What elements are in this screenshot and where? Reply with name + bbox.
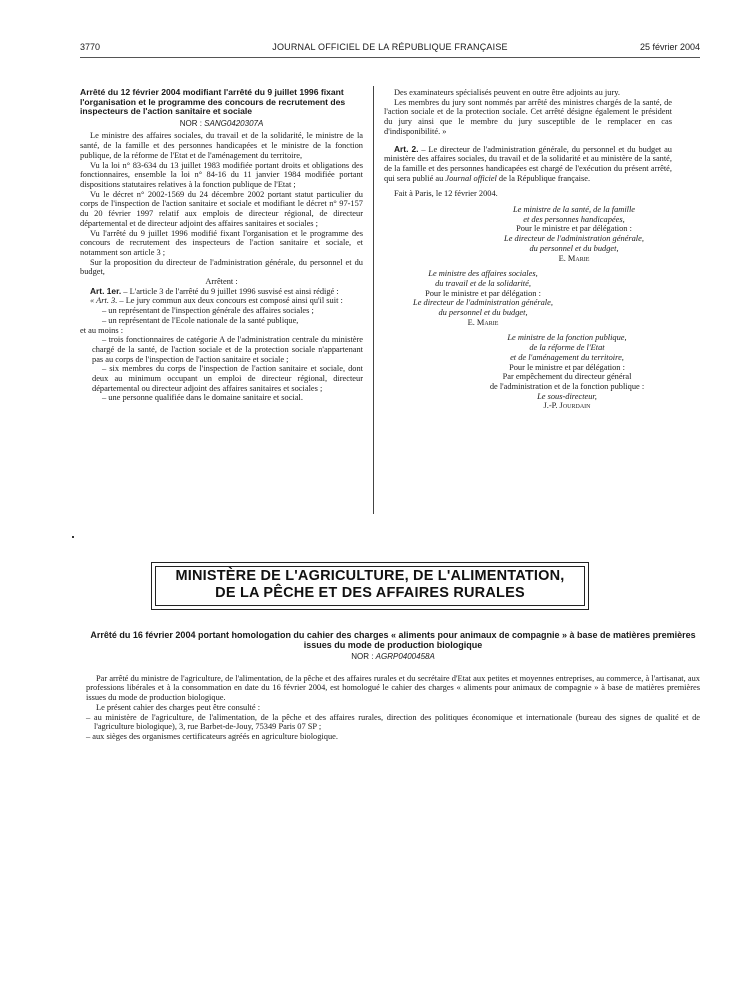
sig-empechement: de l'administration et de la fonction publique : — [489, 381, 645, 391]
paragraph: Par arrêté du ministre de l'agriculture, de l'alimentation, de la pêche et des affaires rurales et du secrétaire d'Etat aux petites et moyennes entreprises, au commerce, à l'artisanat, aux professions libérales et à la consommation en date du 16 février 2004, est homologué le cahier des charges « aliments pour animaux de compagnie » à base de matières premières issues du mode de production biologique. — [86, 673, 700, 703]
decree-title: Arrêté du 12 février 2004 modifiant l'arrêté du 9 juillet 1996 fixant l'organisation et le programme des concours de recrutement des inspecteurs de l'action sanitaire et sociale — [80, 87, 346, 117]
article-2-text: – Le directeur de l'administration générale, du personnel et du budget au ministère des affaires sociales, du travail et de la solidarité et au ministère de la santé, de la famille et des personnes handicapées est chargé de l'exécution du présent arrêté, qui sera publié au — [384, 144, 672, 183]
article-1-text: – L'article 3 de l'arrêté du 9 juillet 1996 susvisé est ainsi rédigé : — [121, 286, 339, 296]
sig-title: du personnel et du budget, — [529, 243, 619, 253]
ministry-line-1: MINISTÈRE DE L'AGRICULTURE, DE L'ALIMENTATION, — [175, 568, 565, 584]
left-column — [80, 88, 363, 403]
list-item: – trois fonctionnaires de catégorie A de l'administration centrale du ministère chargé de la santé, de l'action sociale et de la protection sociale n'appartenant pas au corps de l'inspection de l'action sanitaire et sociale ; — [92, 335, 363, 364]
sig-empechement: Par empêchement du directeur général — [502, 372, 632, 382]
sig-title: Le sous-directeur, — [537, 391, 597, 401]
decree-title: Arrêté du 16 février 2004 portant homologation du cahier des charges « aliments pour animaux de compagnie » à base de matières premières issues du mode de production biologique — [90, 630, 696, 650]
article-3 — [80, 296, 363, 306]
sig-title: Le ministre de la fonction publique, — [507, 333, 627, 343]
sig-name: E. Marie — [558, 253, 590, 263]
sig-title: du personnel et du budget, — [438, 308, 528, 318]
list-item: – au ministère de l'agriculture, de l'alimentation, de la pêche et des affaires rurales, direction des politiques économique et internationale (bureau des signes de qualité et de l'agriculture biologique), 3, rue Barbet-de-Jouy, 75349 Paris 07 SP ; — [86, 712, 700, 732]
list-item: – aux sièges des organismes certificateurs agréés en agriculture biologique. — [86, 731, 338, 741]
article-2-label: Art. 2. — [394, 143, 419, 154]
right-column — [384, 88, 672, 411]
sig-title: de la réforme de l'Etat — [529, 343, 605, 353]
journal-title: JOURNAL OFFICIEL DE LA RÉPUBLIQUE FRANÇAISE — [272, 42, 508, 52]
paragraph: Des examinateurs spécialisés peuvent en outre être adjoints au jury. — [394, 88, 620, 97]
agriculture-decree — [86, 630, 700, 742]
paragraph: Le présent cahier des charges peut être consulté : — [96, 702, 261, 712]
list-item: – un représentant de l'Ecole nationale de la santé publique, — [102, 315, 299, 325]
sig-title: du travail et de la solidarité, — [435, 278, 531, 288]
issue-date: 25 février 2004 — [639, 42, 700, 52]
sig-name: E. Marie — [467, 317, 499, 327]
ministry-banner-text — [152, 568, 588, 602]
et-au-moins: et au moins : — [80, 325, 124, 335]
column-divider — [373, 86, 374, 514]
sig-name: J.-P. Jourdain — [543, 401, 591, 411]
page-mark — [72, 536, 74, 538]
article-2 — [384, 145, 672, 184]
nor-reference — [86, 652, 700, 662]
article-3-text: – Le jury commun aux deux concours est composé ainsi qu'il suit : — [117, 296, 343, 306]
arretent: Arrêtent : — [205, 277, 238, 287]
header-rule — [80, 57, 700, 58]
page-header — [80, 42, 700, 56]
article-2-end: de la République française. — [496, 173, 591, 183]
sig-title: Le directeur de l'administration générale, — [413, 298, 553, 308]
signature-block-sante — [384, 205, 672, 263]
nor-label: NOR : — [351, 652, 374, 661]
sig-title: et des personnes handicapées, — [523, 214, 625, 224]
list-item: – six membres du corps de l'inspection de l'action sanitaire et sociale, dont deux au minimum occupant un emploi de directeur régional, directeur départemental ou directeur adjoint des affaires sanitaires et sociales ; — [92, 364, 363, 393]
list-item: – une personne qualifiée dans le domaine sanitaire et social. — [102, 393, 303, 403]
nor-code: AGRP0400458A — [375, 652, 435, 661]
list-item: – un représentant de l'inspection générale des affaires sociales ; — [102, 306, 314, 316]
nor-label: NOR : — [179, 118, 202, 128]
paragraph: Les membres du jury sont nommés par arrêté des ministres chargés de la santé, de l'action sociale et de la protection sociale. Cet arrêté désigne également le président du jury ainsi que le membre du jury susceptible de le remplacer en cas d'indisponibilité. » — [384, 97, 672, 136]
signature-block-affaires-sociales — [384, 269, 672, 327]
ministry-banner — [151, 562, 589, 610]
sig-delegation: Pour le ministre et par délégation : — [516, 224, 632, 234]
ministry-line-2: DE LA PÊCHE ET DES AFFAIRES RURALES — [215, 585, 525, 601]
sig-delegation: Pour le ministre et par délégation : — [509, 362, 625, 372]
paragraph: Le ministre des affaires sociales, du travail et de la solidarité, le ministre de la santé, de la famille et des personnes handicapées et le ministre de la fonction publique, de la réforme de l'Etat et de l'aménagement du territoire, — [80, 131, 363, 160]
signature-block-fonction-publique — [384, 333, 672, 411]
paragraph: Sur la proposition du directeur de l'administration générale, du personnel et du budget, — [80, 257, 363, 277]
sig-delegation: Pour le ministre et par délégation : — [425, 288, 541, 298]
paragraph: Vu le décret n° 2002-1569 du 24 décembre 2002 portant statut particulier du corps de l'inspection de l'action sanitaire et sociale et modifiant le décret n° 97-157 du 20 février 1997 relatif aux emplois de directeur régional, de directeur départemental et de directeur adjoint des affaires sanitaires et sociales ; — [80, 189, 363, 228]
article-1-label: Art. 1er. — [90, 285, 122, 296]
journal-officiel-ref: Journal officiel — [445, 173, 497, 183]
article-3-label: « Art. 3. — [90, 296, 118, 306]
nor-code: SANG0420307A — [204, 118, 264, 128]
page-number: 3770 — [80, 42, 101, 52]
fait-a-paris: Fait à Paris, le 12 février 2004. — [394, 189, 498, 199]
sig-title: et de l'aménagement du territoire, — [510, 352, 624, 362]
paragraph: Vu l'arrêté du 9 juillet 1996 modifié fixant l'organisation et le programme des concours de recrutement des inspecteurs de l'action sanitaire et sociale, et notamment son article 3 ; — [80, 228, 363, 257]
sig-title: Le ministre des affaires sociales, — [428, 269, 538, 279]
sig-title: Le directeur de l'administration générale, — [504, 234, 644, 244]
nor-reference — [80, 119, 363, 129]
sig-title: Le ministre de la santé, de la famille — [512, 205, 636, 215]
paragraph: Vu la loi n° 83-634 du 13 juillet 1983 modifiée portant droits et obligations des fonctionnaires, ensemble la loi n° 84-16 du 11 janvier 1984 modifiée portant dispositions statutaires relatives à la fonction publique de l'Etat ; — [80, 160, 363, 189]
article-1 — [80, 287, 363, 297]
